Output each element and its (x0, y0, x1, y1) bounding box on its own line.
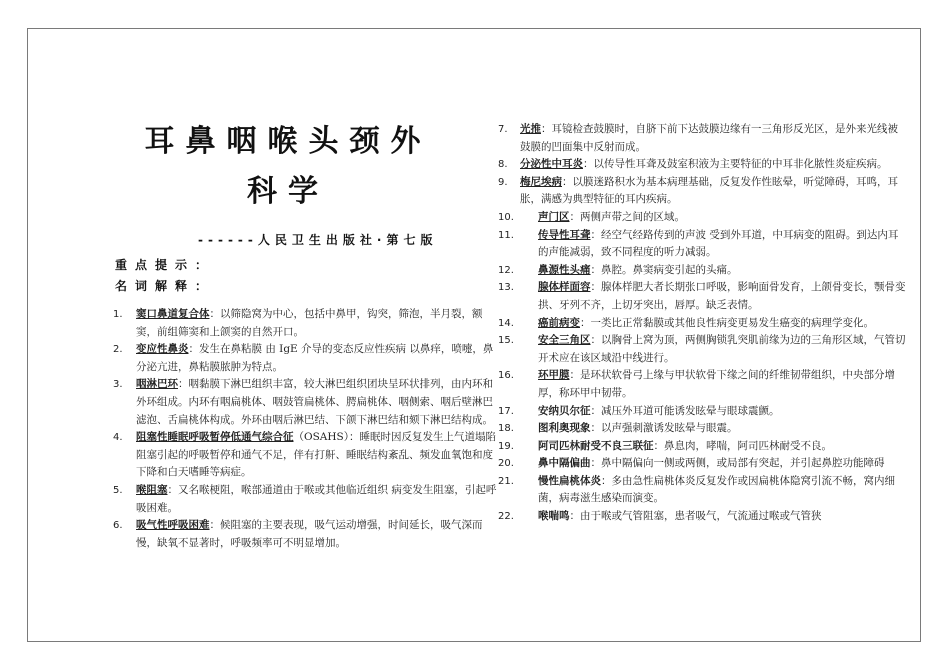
term-name: 喉喘鸣 (538, 510, 570, 523)
item-number: 5. (113, 484, 123, 496)
term-definition: ：以声强刺激诱发眩晕与眼震。 (590, 422, 738, 435)
term-definition: ：是环状软骨弓上缘与甲状软骨下缘之间的纤维韧带组织，中央部分增厚，称环甲中韧带。 (538, 369, 895, 399)
list-item (498, 438, 908, 456)
term-definition: （OSAHS）：睡眠时因反复发生上气道塌陷阻塞引起的呼吸暂停和通气不足，伴有打鼾、睡眠结构紊乱、频发血氧饱和度下降和白天嗜睡等病症。 (136, 431, 496, 479)
list-item (498, 262, 908, 280)
item-number: 20. (498, 458, 514, 470)
term-name: 梅尼埃病 (520, 175, 562, 188)
term-name: 鼻中隔偏曲 (538, 457, 591, 470)
item-number: 4. (113, 432, 123, 444)
item-number: 2. (113, 344, 123, 356)
list-item (498, 455, 908, 473)
terms-heading: 名词解释： (115, 279, 216, 293)
term-definition: ：又名喉梗阻，喉部通道由于喉或其他临近组织 病变发生阻塞，引起呼吸困难。 (136, 483, 497, 514)
list-item (498, 403, 908, 421)
term-name: 光推 (520, 123, 541, 135)
item-number: 22. (498, 511, 514, 523)
title-line-1: 耳鼻咽喉头颈外 (144, 124, 432, 159)
term-name: 阻塞性睡眠呼吸暂停低通气综合征 (136, 431, 294, 444)
item-number: 18. (498, 423, 514, 435)
item-number: 9. (498, 176, 508, 188)
document-page (27, 28, 921, 642)
item-number: 10. (498, 211, 514, 223)
list-item (498, 315, 908, 333)
item-number: 12. (498, 264, 514, 276)
list-item (498, 332, 908, 367)
list-item (113, 482, 503, 517)
item-number: 7. (498, 124, 508, 135)
term-definition: ：咽黏膜下淋巴组织丰富，较大淋巴组织团块呈环状排列，由内环和外环组成。内环有咽扁桃体、咽鼓管扁桃体、腭扁桃体、咽侧索、咽后壁淋巴滤泡、舌扁桃体构成。外环由咽后淋巴结、下颌下淋巴结和颏下淋巴结构成。 (136, 378, 493, 426)
term-definition: ：耳镜检查鼓膜时，自脐下前下达鼓膜边缘有一三角形反光区，是外来光线被鼓膜的凹面集中反射而成。 (520, 123, 898, 153)
term-definition: ：以膜迷路积水为基本病理基础，反复发作性眩晕，听觉障碍，耳鸣，耳胀，满感为典型特征的耳内疾病。 (520, 175, 898, 206)
right-column (498, 109, 908, 526)
term-name: 传导性耳聋 (538, 228, 591, 241)
term-name: 吸气性呼吸困难 (136, 519, 210, 532)
term-name: 咽淋巴环 (136, 378, 178, 391)
item-number: 15. (498, 335, 514, 347)
document-title (73, 117, 503, 217)
item-number: 8. (498, 159, 508, 171)
publisher-line: ------人民卫生出版社·第七版 (198, 233, 438, 247)
list-item (498, 508, 908, 526)
term-definition: ：以筛隐窝为中心，包括中鼻甲，钩突，筛泡，半月裂，额窦，前组筛窦和上颌窦的自然开口。 (136, 308, 483, 338)
list-item (113, 341, 503, 376)
term-definition: ：鼻腔。鼻窦病变引起的头痛。 (590, 263, 738, 276)
right-term-list (498, 121, 908, 526)
term-name: 变应性鼻炎 (136, 343, 189, 356)
item-number: 17. (498, 405, 514, 417)
list-item (498, 156, 908, 174)
item-number: 3. (113, 379, 123, 391)
list-item (113, 517, 503, 552)
term-definition: ：鼻息肉，哮喘，阿司匹林耐受不良。 (653, 439, 832, 452)
item-number: 11. (498, 229, 514, 241)
term-name: 阿司匹林耐受不良三联征 (538, 439, 654, 452)
term-definition: ：以胸骨上窝为顶，两侧胸锁乳突肌前缘为边的三角形区域，气管切开术应在该区域沿中线进行。 (538, 334, 906, 364)
list-item (113, 429, 503, 482)
item-number: 1. (113, 309, 123, 320)
list-item (498, 209, 908, 227)
term-definition: ：由于喉或气管阻塞，患者吸气，气流通过喉或气管狭 (569, 510, 822, 523)
term-definition: ：腺体样肥大者长期张口呼吸，影响面骨发育，上颌骨变长，颚骨变拱、牙列不齐，上切牙突出，唇厚。缺乏表情。 (538, 281, 906, 311)
item-number: 6. (113, 520, 123, 532)
list-item (498, 279, 908, 314)
item-number: 21. (498, 475, 514, 487)
list-item (113, 376, 503, 429)
item-number: 19. (498, 440, 514, 452)
term-name: 安纳贝尔征 (538, 404, 591, 417)
item-number: 13. (498, 282, 514, 294)
left-column (83, 117, 503, 552)
term-name: 喉阻塞 (136, 483, 168, 496)
term-name: 环甲膜 (538, 369, 570, 382)
list-item (498, 473, 908, 508)
term-definition: ：发生在鼻粘膜 由 IgE 介导的变态反应性疾病 以鼻痒，喷嚏，鼻分泌亢进，鼻粘膜脓肿为特点。 (136, 343, 494, 373)
term-definition: ：以传导性耳聋及鼓室积液为主要特征的中耳非化脓性炎症疾病。 (583, 158, 888, 171)
list-item (113, 306, 503, 341)
term-name: 窦口鼻道复合体 (136, 308, 210, 320)
term-name: 鼻源性头痛 (538, 263, 591, 276)
term-definition: ：减压外耳道可能诱发眩晕与眼球震颤。 (590, 404, 780, 417)
term-definition: ：经空气经路传到的声波 受到外耳道，中耳病变的阻碍。到达内耳的声能减弱，致不同程度的听力减弱。 (538, 228, 899, 259)
item-number: 14. (498, 317, 514, 329)
list-item (498, 227, 908, 262)
list-item (498, 420, 908, 438)
list-item (498, 174, 908, 209)
key-points-heading: 重点提示： (115, 258, 216, 272)
list-item (498, 121, 908, 156)
term-name: 安全三角区 (538, 334, 591, 347)
term-definition: ：鼻中隔偏向一侧或两侧，或局部有突起，并引起鼻腔功能障碍 (590, 457, 885, 470)
left-term-list (113, 306, 503, 552)
item-number: 16. (498, 370, 514, 382)
term-name: 图利奥现象 (538, 422, 591, 435)
term-definition: ：候阻塞的主要表现，吸气运动增强，时间延长，吸气深而慢，缺氧不显著时，呼吸频率可不明显增加。 (136, 519, 483, 549)
term-definition: ：多由急性扁桃体炎反复发作或因扁桃体隐窝引流不畅，窝内细菌，病毒滋生感染而演变。 (538, 474, 895, 505)
term-name: 癌前病变 (538, 316, 580, 329)
term-name: 慢性扁桃体炎 (538, 474, 601, 487)
term-definition: ：两侧声带之间的区域。 (569, 210, 685, 223)
term-definition: ：一类比正常黏膜或其他良性病变更易发生癌变的病理学变化。 (580, 316, 874, 329)
list-item (498, 367, 908, 402)
term-name: 腺体样面容 (538, 281, 591, 294)
term-name: 分泌性中耳炎 (520, 158, 583, 171)
term-name: 声门区 (538, 210, 570, 223)
title-line-2: 科学 (247, 174, 329, 209)
